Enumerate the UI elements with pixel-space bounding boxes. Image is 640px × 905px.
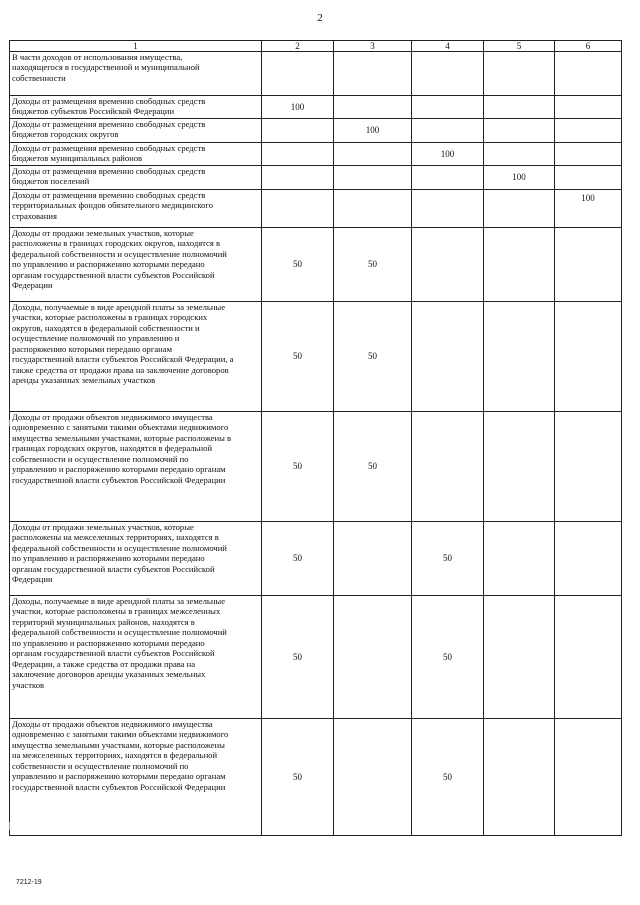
column-header-4: 4	[412, 41, 484, 52]
row-value-col6	[555, 143, 622, 166]
row-description: Доходы от продажи объектов недвижимого имущества одновременно с занятыми такими объектами недвижимого имущества земельными участками, которые расположены на межселенных территориях, находятся в федеральной собственности и осуществление полномочий по управлению и распоряжению которыми передано органам государственной власти субъектов Российской Федерации	[10, 719, 262, 836]
document-code: 7212-19	[16, 879, 42, 886]
row-value-col4: 50	[412, 596, 484, 719]
row-value-col2	[262, 52, 334, 96]
row-description: Доходы, получаемые в виде арендной платы за земельные участки, которые расположены в границах городских округов, находятся в федеральной собственности и осуществление полномочий по управлению и распоряжению которыми передано органам государственной власти субъектов Российской Федерации, а также средства от продажи права на заключение договоров аренды указанных земельных участков	[10, 302, 262, 412]
row-description: Доходы от размещения временно свободных средств бюджетов муниципальных районов	[10, 143, 262, 166]
row-value-col3	[334, 143, 412, 166]
row-description: Доходы от размещения временно свободных средств территориальных фондов обязательного медицинского страхования	[10, 190, 262, 228]
row-description: Доходы, получаемые в виде арендной платы за земельные участки, которые расположены в границах межселенных территорий муниципальных районов, находятся в федеральной собственности и осуществление полномочий по управлению и распоряжению которыми передано органам государственной власти субъектов Российской Федерации, а также средства от продажи права на заключение договоров аренды указанных земельных участков	[10, 596, 262, 719]
row-value-col4	[412, 412, 484, 522]
table-header-row	[10, 41, 622, 52]
row-value-col3: 50	[334, 302, 412, 412]
row-value-col2: 50	[262, 412, 334, 522]
row-value-col3	[334, 96, 412, 119]
row-value-col2: 50	[262, 302, 334, 412]
row-description: Доходы от размещения временно свободных средств бюджетов поселений	[10, 166, 262, 190]
table-row	[10, 302, 622, 412]
revenue-distribution-table	[9, 40, 622, 836]
row-value-col5	[484, 302, 555, 412]
row-value-col2: 100	[262, 96, 334, 119]
table-row	[10, 190, 622, 228]
row-value-col2	[262, 190, 334, 228]
row-value-col3: 50	[334, 228, 412, 302]
column-header-5: 5	[484, 41, 555, 52]
row-value-col5: 100	[484, 166, 555, 190]
row-value-col4	[412, 166, 484, 190]
row-value-col2: 50	[262, 596, 334, 719]
table-row	[10, 719, 622, 836]
row-value-col2	[262, 166, 334, 190]
table-row	[10, 96, 622, 119]
row-value-col2: 50	[262, 522, 334, 596]
table-row	[10, 412, 622, 522]
row-value-col5	[484, 119, 555, 143]
table-row	[10, 143, 622, 166]
row-value-col3: 50	[334, 412, 412, 522]
column-header-6: 6	[555, 41, 622, 52]
row-value-col2	[262, 119, 334, 143]
row-value-col4	[412, 302, 484, 412]
row-value-col2: 50	[262, 719, 334, 836]
row-value-col6	[555, 522, 622, 596]
row-value-col6	[555, 96, 622, 119]
page-number: 2	[317, 12, 323, 24]
row-value-col3	[334, 522, 412, 596]
row-value-col6	[555, 596, 622, 719]
row-description: Доходы от размещения временно свободных средств бюджетов городских округов	[10, 119, 262, 143]
row-value-col6	[555, 119, 622, 143]
table-row	[10, 522, 622, 596]
column-header-2: 2	[262, 41, 334, 52]
row-description: В части доходов от использования имущества, находящегося в государственной и муниципальной собственности	[10, 52, 262, 96]
row-description: Доходы от размещения временно свободных средств бюджетов субъектов Российской Федерации	[10, 96, 262, 119]
row-value-col5	[484, 596, 555, 719]
row-value-col5	[484, 412, 555, 522]
row-value-col4	[412, 52, 484, 96]
row-value-col6	[555, 166, 622, 190]
scan-margin-mark	[9, 822, 10, 830]
row-value-col4	[412, 190, 484, 228]
row-value-col4	[412, 96, 484, 119]
row-value-col5	[484, 228, 555, 302]
scan-margin-mark	[9, 420, 10, 426]
column-header-3: 3	[334, 41, 412, 52]
row-value-col2	[262, 143, 334, 166]
row-value-col5	[484, 190, 555, 228]
row-value-col3	[334, 166, 412, 190]
column-header-1: 1	[10, 41, 262, 52]
row-value-col6: 100	[555, 190, 622, 228]
row-value-col5	[484, 143, 555, 166]
row-value-col2: 50	[262, 228, 334, 302]
row-description: Доходы от продажи земельных участков, которые расположены в границах городских округов, находятся в федеральной собственности и осуществление полномочий по управлению и распоряжению которыми передано органам государственной власти субъектов Российской Федерации	[10, 228, 262, 302]
row-value-col3: 100	[334, 119, 412, 143]
row-value-col5	[484, 96, 555, 119]
row-value-col4: 50	[412, 522, 484, 596]
row-value-col4	[412, 119, 484, 143]
row-value-col6	[555, 412, 622, 522]
row-value-col6	[555, 52, 622, 96]
row-value-col4	[412, 228, 484, 302]
row-value-col3	[334, 52, 412, 96]
row-value-col3	[334, 719, 412, 836]
row-value-col3	[334, 190, 412, 228]
row-value-col4: 50	[412, 719, 484, 836]
row-description: Доходы от продажи объектов недвижимого имущества одновременно с занятыми такими объектами недвижимого имущества земельными участками, которые расположены в границах городских округов, находятся в федеральной собственности и осуществление полномочий по управлению и распоряжению которыми передано органам государственной власти субъектов Российской Федерации	[10, 412, 262, 522]
row-value-col5	[484, 52, 555, 96]
table-row	[10, 596, 622, 719]
table-row	[10, 228, 622, 302]
row-description: Доходы от продажи земельных участков, которые расположены на межселенных территориях, находятся в федеральной собственности и осуществление полномочий по управлению и распоряжению которыми передано органам государственной власти субъектов Российской Федерации	[10, 522, 262, 596]
row-value-col5	[484, 719, 555, 836]
table-row	[10, 52, 622, 96]
row-value-col3	[334, 596, 412, 719]
row-value-col5	[484, 522, 555, 596]
row-value-col6	[555, 719, 622, 836]
row-value-col4: 100	[412, 143, 484, 166]
table-row	[10, 166, 622, 190]
row-value-col6	[555, 302, 622, 412]
row-value-col6	[555, 228, 622, 302]
table-row	[10, 119, 622, 143]
